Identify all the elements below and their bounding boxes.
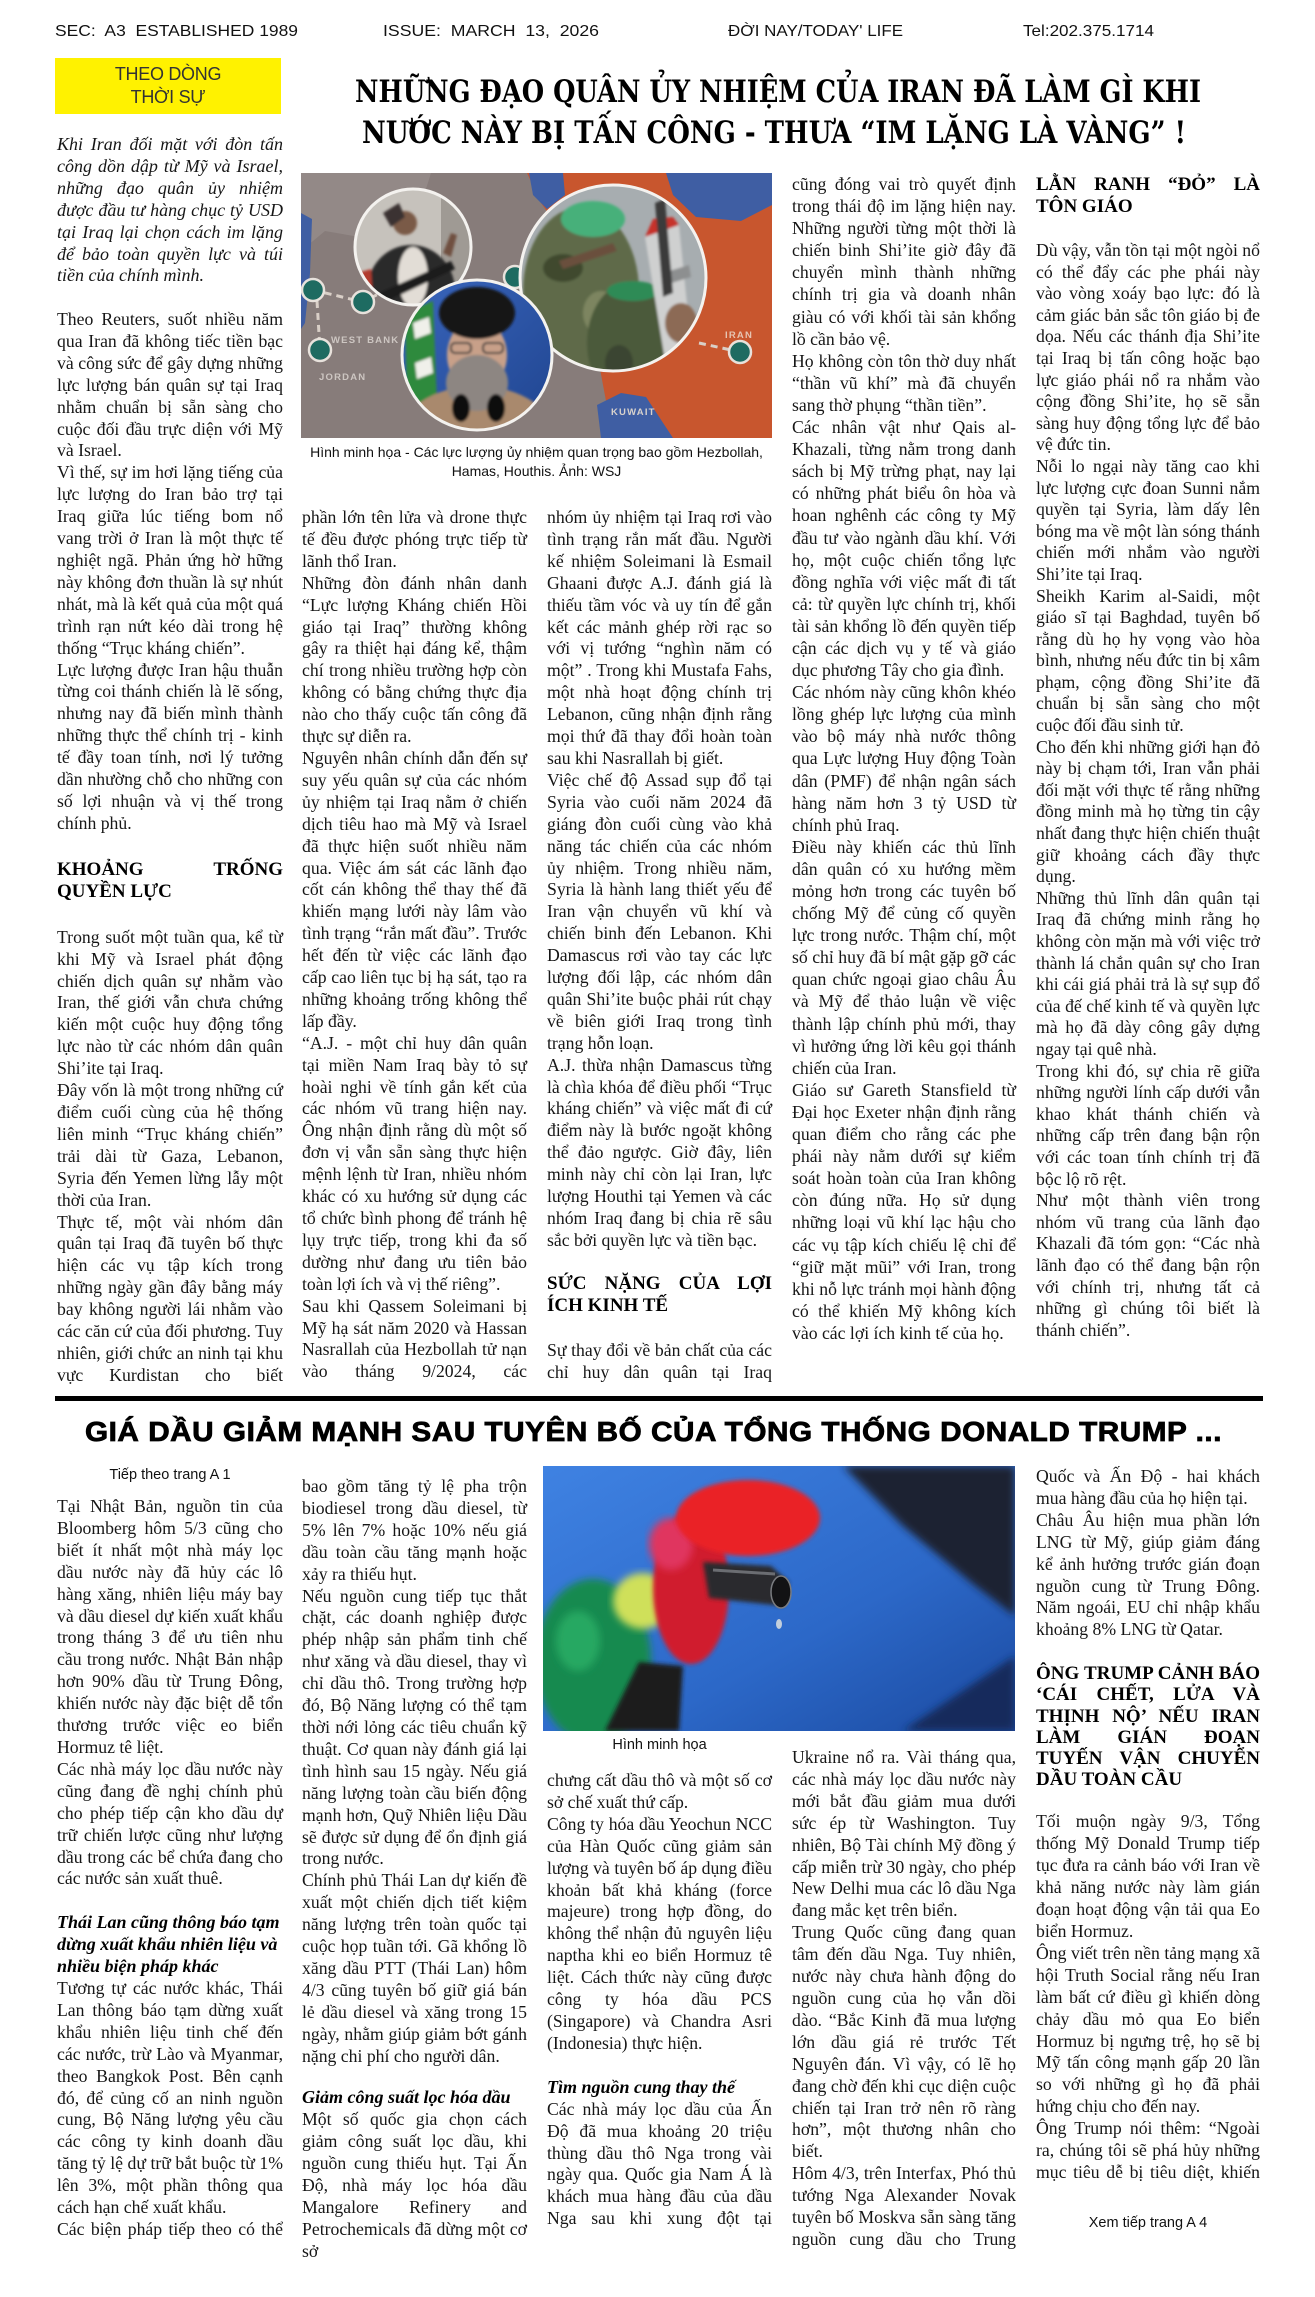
- fuel-drop: [776, 1619, 782, 1629]
- map-dot: [309, 339, 331, 361]
- subheading: Thái Lan cũng thông báo tạm dừng xuất khẩu nhiên liệu và nhiều biện pháp khác: [57, 1912, 280, 1977]
- paragraph: Họ không còn tôn thờ duy nhất “thần vũ khí” mà đã chuyển sang thờ phụng “thần tiền”.: [792, 350, 1016, 415]
- story2-column-2: [302, 1476, 527, 2263]
- story1-column-4: [792, 173, 1016, 1344]
- story2-headline: GIÁ DẦU GIẢM MẠNH SAU TUYÊN BỐ CỦA TỔNG THỐNG DONALD TRUMP ...: [85, 1416, 1222, 1447]
- paragraph: Ông viết trên nền tảng mạng xã hội Truth Social rằng nếu Iran làm bất cứ điều gì khiến dòng chảy dầu mỏ qua Eo biển Hormuz bị ngưng trệ, họ sẽ bị Mỹ tấn công mạnh gấp 20 lần so với những gì họ đã phải hứng chịu cho đến nay.: [1036, 1942, 1260, 2117]
- section-divider: [55, 1396, 1263, 1401]
- paragraph: phần lớn tên lửa và drone thực tế đều được phóng trực tiếp từ lãnh thổ Iran.: [302, 507, 527, 571]
- story1-column-2: [302, 507, 527, 1383]
- story1-column-1: [57, 309, 283, 1387]
- paragraph: Tối muộn ngày 9/3, Tổng thống Mỹ Donald Trump tiếp tục đưa ra cảnh báo với Iran về khả năng nước này làm gián đoạn hoạt động vận tải qua Eo biển Hormuz.: [1036, 1811, 1260, 1941]
- story1-column-5: [1036, 174, 1260, 1341]
- paragraph: Đây vốn là một trong những cứ điểm cuối cùng của hệ thống liên minh “Trục kháng chiến” trải dài từ Gaza, Lebanon, Syria đến Yemen lừng lẫy một thời của Iran.: [57, 1080, 283, 1210]
- story1-photo: [301, 173, 772, 438]
- spout-tip: [771, 1576, 791, 1608]
- paragraph: Sự thay đổi về bản chất của các chỉ huy dân quân tại Iraq: [547, 1339, 772, 1382]
- kicker-line: THỜI SỰ: [130, 87, 206, 107]
- paragraph: Trong suốt một tuần qua, kể từ khi Mỹ và Israel phát động chiến dịch quân sự nhằm vào Iran, thế giới vẫn chưa chứng kiến một cuộc huy động tổng lực nào từ các nhóm dân quân Shi’ite tại Iraq.: [57, 926, 283, 1079]
- paragraph: Lực lượng được Iran hậu thuẫn từng coi thánh chiến là lẽ sống, nhưng nay đã biến mình thành những thực thể chính trị - kinh tế đầy toan tính, nơi lý tưởng dần nhường chỗ cho những con số lợi nhuận và vị thế trong chính phủ.: [57, 659, 283, 833]
- paragraph: Tương tự các nước khác, Thái Lan thông báo tạm dừng xuất khẩu nhiên liệu tinh chế đến các nước, trừ Lào và Myanmar, theo Bangkok Post. Bên cạnh đó, để củng cố an ninh nguồn cung, Bộ Năng lượng yêu cầu các công ty kinh doanh dầu tăng tỷ lệ dự trữ bắt buộc từ 1% lên 3%, một phần thông qua cách hạn chế xuất khẩu.: [57, 1978, 283, 2218]
- paragraph: Nỗi lo ngại này tăng cao khi lực lượng cực đoan Sunni nắm quyền tại Syria, làm dấy lên bóng ma về một làn sóng thánh chiến mới nhắm vào người Shi’ite tại Iraq.: [1036, 455, 1260, 584]
- paragraph: Trong khi đó, sự chia rẽ giữa những người lính cấp dưới vẫn khao khát thánh chiến và những cấp trên đang bận rộn với các toan tính chính trị đã bộc lộ rõ rệt.: [1036, 1060, 1260, 1189]
- paragraph: Điều này khiến các thủ lĩnh dân quân có xu hướng mềm mỏng hơn trong các tuyên bố chống Mỹ để củng cố quyền lực trong nước. Thậm chí, một số chỉ huy đã bí mật gặp gỡ các quan chức ngoại giao châu Âu và Mỹ để thảo luận về việc thành lập chính phủ mới, thay vì hưởng ứng lời kêu gọi thánh chiến của Iran.: [792, 836, 1016, 1078]
- paragraph: Sau khi Qassem Soleimani bị Mỹ hạ sát năm 2020 và Hassan Nasrallah của Hezbollah tử nạn vào tháng 9/2024, các: [302, 1295, 527, 1382]
- paragraph: Ông Trump nói thêm: “Ngoài ra, chúng tôi sẽ phá hủy những mục tiêu dễ bị tiêu diệt, khiến: [1036, 2118, 1260, 2182]
- map-label: KUWAIT: [611, 407, 656, 418]
- story2-column-5: [1036, 1466, 1260, 2184]
- continued-from-label: Tiếp theo trang A 1: [109, 1467, 231, 1483]
- subheading: Giảm công suất lọc hóa dầu: [302, 2087, 511, 2108]
- story1-headline-line: NƯỚC NÀY BỊ TẤN CÔNG - THƯA “IM LẶNG LÀ VÀNG” !: [362, 115, 1186, 151]
- section-heading: ÔNG TRUMP CẢNH BÁO ‘CÁI CHẾT, LỬA VÀ THỊNH NỘ’ NẾU IRAN LÀM GIÁN ĐOẠN TUYẾN VẬN CHUYỂN DẦU TOÀN CẦU: [1036, 1663, 1260, 1791]
- paragraph: Dù vậy, vẫn tồn tại một ngòi nổ có thể đẩy các phe phái này vào vòng xoáy bạo lực: đó là cảm giác bản sắc tôn giáo bị đe dọa. Nếu các thánh địa Shi’ite tại Iraq bị tấn công hoặc bạo lực giáo phái nổ ra nhắm vào cộng đồng Shi’ite, họ sẽ sẵn sàng huy động tổng lực để bảo vệ đức tin.: [1036, 240, 1260, 455]
- paragraph: Ukraine nổ ra. Vài tháng qua, các nhà máy lọc dầu nước này mới bắt đầu giảm mua dưới sức ép từ Washington. Tuy nhiên, Bộ Tài chính Mỹ đồng ý cấp miễn trừ 30 ngày, cho phép New Delhi mua các lô dầu Nga đang mắc kẹt trên biển.: [792, 1747, 1016, 1921]
- kicker-line: THEO DÒNG: [114, 64, 222, 84]
- paragraph: Việc chế độ Assad sụp đổ tại Syria vào cuối năm 2024 đã giáng đòn cuối cùng vào khả năng tác chiến của các nhóm ủy nhiệm. Trong nhiều năm, Syria là hành lang thiết yếu để Iran vận chuyển vũ khí và chiến binh đến Lebanon. Khi Damascus rơi vào tay các lực lượng đối lập, các nhóm dân quân Shi’ite buộc phải rút chạy về biên giới Iraq trong tình trạng hỗn loạn.: [547, 769, 772, 1053]
- paragraph: Sheikh Karim al-Saidi, một giáo sĩ tại Baghdad, tuyên bố rằng dù họ hy vọng vào hòa bình, nhưng nếu đức tin bị xâm phạm, cộng đồng Shi’ite đã chuẩn bị sẵn sàng cho một cuộc đối đầu sinh tử.: [1036, 585, 1260, 736]
- paragraph: Nếu nguồn cung tiếp tục thắt chặt, các doanh nghiệp được phép nhập sản phẩm tinh chế như xăng và dầu diesel, thay vì chỉ dầu thô. Trong trường hợp đó, Bộ Năng lượng có thể tạm thời nới lỏng các tiêu chuẩn kỹ thuật. Cơ quan này đánh giá lại tình hình sau 15 ngày. Nếu giá năng lượng toàn cầu biến động mạnh hơn, Quỹ Nhiên liệu Dầu sẽ được sử dụng để ổn định giá trong nước.: [302, 1585, 527, 1869]
- map-label: WEST BANK: [331, 335, 400, 346]
- story1-headline-line: NHỮNG ĐẠO QUÂN ỦY NHIỆM CỦA IRAN ĐÃ LÀM GÌ KHI: [355, 74, 1201, 110]
- lead-paragraph: Khi Iran đối mặt với đòn tấn công dồn dập từ Mỹ và Israel, những đạo quân ủy nhiệm được đầu tư hàng chục tỷ USD tại Iraq lại chọn cách im lặng để bảo toàn quyền lực và túi tiền của chính mình.: [57, 134, 283, 286]
- paragraph: Các nhà máy lọc dầu nước này cũng đang đề nghị chính phủ cho phép tiếp cận kho dầu dự trữ chiến lược cũng như lượng dầu trong các bể chứa đang cho các nước sản xuất thuê.: [57, 1758, 283, 1889]
- paragraph: Châu Âu hiện mua phần lớn LNG từ Mỹ, giúp giảm đáng kể ảnh hưởng trước gián đoạn nguồn cung từ Trung Đông. Năm ngoái, EU chỉ nhập khẩu khoảng 8% LNG từ Qatar.: [1036, 1509, 1260, 1640]
- phone-number: Tel:202.375.1714: [1023, 23, 1154, 40]
- map-dot: [352, 291, 374, 313]
- kicker-box: [55, 58, 281, 114]
- paragraph: Một số quốc gia chọn cách giảm công suất lọc dầu, khi nguồn cung thiếu hụt. Tại Ấn Độ, nhà máy lọc hóa dầu Mangalore Refinery and Petrochemicals đã dừng một cơ sở: [302, 2109, 527, 2261]
- story1-column-3: [547, 507, 772, 1384]
- map-dot: [729, 341, 751, 363]
- caption-line: Hình minh họa - Các lực lượng ủy nhiệm quan trọng bao gồm Hezbollah,: [310, 444, 763, 460]
- paragraph: Như một thành viên trong nhóm vũ trang của lãnh đạo Khazali đã tóm gọn: “Các nhà lãnh đạo có thể đang bận rộn với chính trị, nhưng tất cả những gì chúng tôi biết là thánh chiến”.: [1036, 1190, 1260, 1340]
- paragraph: Công ty hóa dầu Yeochun NCC của Hàn Quốc cũng giảm sản lượng và tuyên bố áp dụng điều khoản bất khả kháng (force majeure) trong hợp đồng, do không thể nhận đủ nguyên liệu naptha khi eo biển Hormuz tê liệt. Cách thức này cũng được công ty hóa dầu PCS (Singapore) và Chandra Asri (Indonesia) thực hiện.: [547, 1813, 772, 2053]
- paragraph: Vì thế, sự im hơi lặng tiếng của lực lượng do Iran bảo trợ tại Iraq giữa lúc tiếng bom nổ vang trời ở Iran là một thực tế nghiệt ngã. Phản ứng hờ hững này không đơn thuần là sự nhút nhát, mà là kết quả của một quá trình rạn nứt kéo dài trong hệ thống “Trục kháng chiến”.: [57, 462, 283, 658]
- proxy-map-illustration: [301, 173, 772, 438]
- subheading: Tìm nguồn cung thay thế: [547, 2076, 736, 2097]
- paragraph: Những thủ lĩnh dân quân tại Iraq đã chứng minh rằng họ không còn mặn mà với việc trở thành lá chắn quân sự cho Iran khi cái giá phải trả là sự sụp đổ của đế chế kinh tế và quyền lực mà họ đã dày công gây dựng ngay tại quê nhà.: [1036, 887, 1260, 1059]
- paragraph: Các nhà máy lọc dầu của Ấn Độ đã mua khoảng 20 triệu thùng dầu thô Nga trong vài ngày qua. Quốc gia Nam Á là khách mua hàng đầu của dầu Nga sau khi xung đột tại: [547, 2098, 772, 2229]
- paragraph: Hôm 4/3, trên Interfax, Phó thủ tướng Nga Alexander Novak tuyên bố Moskva sẵn sàng tăng nguồn cung dầu cho Trung: [792, 2163, 1016, 2249]
- paragraph: Giáo sư Gareth Stansfield từ Đại học Exeter nhận định rằng quan điểm cho rằng các phe phái này nằm dưới sự kiểm soát hoàn toàn của Iran không còn đúng nữa. Họ sử dụng những loại vũ khí lạc hậu cho các vụ tập kích chiếu lệ chỉ để “giữ mặt mũi” với Iran, trong khi nỗ lực tránh mọi hành động có thể khiến Mỹ không kích vào các lợi ích kinh tế của họ.: [792, 1079, 1016, 1343]
- section-heading: LẰN RANH “ĐỎ” LÀ TÔN GIÁO: [1036, 174, 1260, 217]
- section-heading: KHOẢNG TRỐNG QUYỀN LỰC: [57, 858, 283, 902]
- caption-line: Hamas, Houthis. Ảnh: WSJ: [451, 463, 622, 479]
- publication-name: ĐỜI NAY/TODAY' LIFE: [728, 23, 903, 40]
- paragraph: Theo Reuters, suốt nhiều năm qua Iran đã không tiếc tiền bạc và công sức để gây dựng những lực lượng bán quân sự tại Iraq nhằm chuẩn bị sẵn sàng cho cuộc đối đầu trực diện với Mỹ và Israel.: [57, 309, 283, 461]
- issue-date: ISSUE: MARCH 13, 2026: [383, 23, 599, 40]
- paragraph: Trung Quốc cũng đang quan tâm đến dầu Nga. Tuy nhiên, nước này chưa hành động do nguồn cung của họ vẫn dồi dào. “Bắc Kinh đã mua lượng lớn dầu giá rẻ trước Tết Nguyên đán. Vì vậy, có lẽ họ đang chờ đến khi cục diện cuộc chiến tại Iran trở nên rõ ràng hơn”, một thương nhân cho biết.: [792, 1922, 1016, 2162]
- paragraph: Các biện pháp tiếp theo có thể: [57, 2219, 283, 2239]
- story2-photo-caption: Hình minh họa: [612, 1737, 707, 1753]
- paragraph: Thực tế, một vài nhóm dân quân tại Iraq đã tuyên bố thực hiện các vụ tập kích trong những ngày gần đây bằng máy bay không người lái nhằm vào các căn cứ của đối phương. Tuy nhiên, giới chức an ninh tại khu vực Kurdistan cho biết: [57, 1211, 283, 1385]
- story2-photo: [543, 1466, 1015, 1731]
- paragraph: “A.J. - một chỉ huy dân quân tại miền Nam Iraq bày tỏ sự hoài nghi về tính gắn kết của các nhóm vũ trang hiện nay. Ông nhận định rằng dù một số đơn vị vẫn sẵn sàng thực hiện mệnh lệnh từ Iran, nhiều nhóm khác có xu hướng sử dụng các tổ chức bình phong để tránh hệ lụy trực tiếp, trong khi đa số dường như đang ưu tiên bảo toàn lợi ích và vị thế riêng”.: [302, 1032, 527, 1294]
- paragraph: Tại Nhật Bản, nguồn tin của Bloomberg hôm 5/3 cũng cho biết ít nhất một nhà máy lọc dầu nước này đã hủy các lô hàng xăng, nhiên liệu máy bay và dầu diesel dự kiến xuất khẩu trong tháng 3 để ưu tiên nhu cầu trong nước. Nhật Bản nhập hơn 90% dầu từ Trung Đông, khiến nước này đặc biệt dễ tổn thương trước việc eo biển Hormuz tê liệt.: [57, 1496, 283, 1757]
- paragraph: Những đòn đánh nhân danh “Lực lượng Kháng chiến Hồi giáo tại Iraq” thường không gây ra thiệt hại đáng kể, thậm chí trong nhiều trường hợp còn không có bằng chứng thực địa nào cho thấy cuộc tấn công đã thực sự diễn ra.: [302, 572, 527, 747]
- story2-column-1: [57, 1496, 283, 2241]
- map-label: IRAN: [725, 330, 754, 341]
- paragraph: Các nhân vật như Qais al-Khazali, từng nằm trong danh sách bị Mỹ trừng phạt, nay lại có những phát biểu ôn hòa và hoan nghênh các công ty Mỹ đầu tư vào ngành dầu khí. Với họ, một cuộc chiến tổng lực đồng nghĩa với việc mất đi tất cả: từ quyền lực chính trị, khối tài sản khổng lồ đến quyền tiếp cận các dịch vụ y tế và giáo dục phương Tây cho gia đình.: [792, 417, 1016, 681]
- paragraph: A.J. thừa nhận Damascus từng là chìa khóa để điều phối “Trục kháng chiến” và việc mất đi cứ điểm này là bước ngoặt không thể đảo ngược. Giờ đây, liên minh này chỉ còn lại Iran, lực lượng Houthi tại Yemen và các nhóm Iraq đang bị chia rẽ sâu sắc bởi quyền lực và tiền bạc.: [547, 1054, 772, 1250]
- paragraph: nhóm ủy nhiệm tại Iraq rơi vào tình trạng rắn mất đầu. Người kế nhiệm Soleimani là Esmail Ghaani được A.J. đánh giá là thiếu tầm vóc và uy tín để gắn kết các mảnh ghép rời rạc so với vị tướng “nghìn năm có một” . Trong khi Mustafa Fahs, một nhà hoạt động chính trị Lebanon, cũng nhận định rằng mọi thứ đã thay đổi hoàn toàn sau khi Nasrallah bị giết.: [547, 507, 772, 768]
- green-nozzle-highlight: [556, 1611, 600, 1671]
- paragraph: bao gồm tăng tỷ lệ pha trộn biodiesel trong dầu diesel, từ 5% lên 7% hoặc 10% nếu giá dầu toàn cầu tăng mạnh hoặc xảy ra thiếu hụt.: [302, 1476, 527, 1584]
- section-label: SEC: A3 ESTABLISHED 1989: [55, 23, 298, 40]
- map-dot: [302, 279, 324, 301]
- paragraph: Chính phủ Thái Lan dự kiến đề xuất một chiến dịch tiết kiệm năng lượng trên toàn quốc tại cuộc họp tuần tới. Gã khổng lồ xăng dầu PTT (Thái Lan) hôm 4/3 cũng tuyên bố giữ giá bán lẻ dầu diesel và xăng trong 15 ngày, nhằm giúp giảm bớt gánh nặng chi phí cho người dân.: [302, 1870, 527, 2066]
- paragraph: Các nhóm này cũng khôn khéo lồng ghép lực lượng của mình vào bộ máy nhà nước thông qua Lực lượng Huy động Toàn dân (PMF) để nhận ngân sách hàng năm hơn 3 tỷ USD từ chính phủ Iraq.: [792, 682, 1016, 835]
- story1-lead: [57, 134, 283, 287]
- continued-to-label: Xem tiếp trang A 4: [1088, 2215, 1208, 2231]
- paragraph: chưng cất dầu thô và một số cơ sở chế xuất thứ cấp.: [547, 1770, 772, 1812]
- paragraph: Quốc và Ấn Độ - hai khách mua hàng đầu của họ hiện tại.: [1036, 1466, 1260, 1508]
- red-flap: [676, 1480, 820, 1556]
- story2-column-3: [547, 1770, 772, 2230]
- paragraph: Nguyên nhân chính dẫn đến sự suy yếu quân sự của các nhóm ủy nhiệm tại Iraq nằm ở chiến dịch tiêu hao mà Mỹ và Israel đã thực hiện suốt nhiều năm qua. Việc ám sát các lãnh đạo cốt cán không thể thay thế đã khiến mạng lưới này lâm vào tình trạng “rắn mất đầu”. Trước hết đến từ việc các lãnh đạo cấp cao liên tục bị hạ sát, tạo ra những khoảng trống không thể lấp đầy.: [302, 747, 527, 1031]
- fuel-nozzle-illustration: [543, 1466, 1015, 1731]
- section-heading: SỨC NẶNG CỦA LỢI ÍCH KINH TẾ: [547, 1272, 772, 1316]
- map-label: JORDAN: [319, 372, 367, 383]
- story2-column-4: [792, 1747, 1016, 2251]
- story1-photo-caption: [301, 443, 772, 481]
- paragraph: Cho đến khi những giới hạn đỏ này bị chạm tới, Iran vẫn phải đối mặt với thực tế rằng những đồng minh mà họ từng tin cậy nhất đang thực hiện chiến thuật giữ khoảng cách đầy thực dụng.: [1036, 736, 1260, 887]
- paragraph: cũng đóng vai trò quyết định trong thái độ im lặng hiện nay. Những người từng một thời là chiến binh Shi’ite giờ đây đã chuyển mình thành những chính trị gia và doanh nhân giàu có với khối tài sản khổng lồ cần bảo vệ.: [792, 174, 1016, 349]
